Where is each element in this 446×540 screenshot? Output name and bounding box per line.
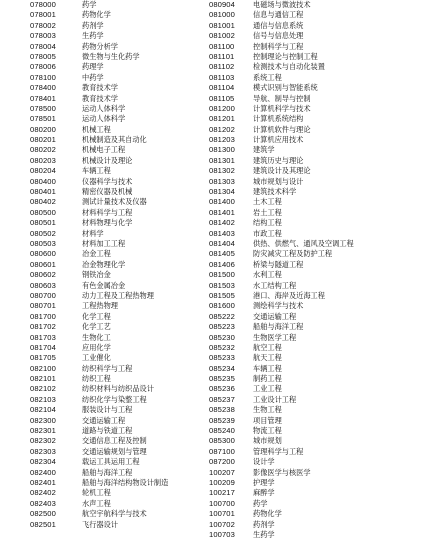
discipline-code: 085223: [209, 322, 235, 332]
discipline-name: 纺织工程: [82, 374, 111, 384]
discipline-name: 供热、供燃气、通风及空调工程: [253, 238, 354, 248]
discipline-name: 交通运输规划与管理: [82, 446, 147, 456]
discipline-code: 082402: [30, 488, 56, 498]
table-row: [209, 405, 429, 415]
discipline-code: 081404: [209, 238, 235, 248]
discipline-code: 080204: [30, 166, 56, 176]
discipline-name: 水声工程: [82, 498, 111, 508]
discipline-code: 080202: [30, 145, 56, 155]
discipline-code: 081201: [209, 114, 235, 124]
discipline-code: 081704: [30, 342, 56, 352]
discipline-code: 082304: [30, 457, 56, 467]
discipline-name: 药物化学: [82, 10, 111, 20]
table-row: [209, 166, 429, 176]
discipline-name: 岩土工程: [253, 207, 282, 217]
discipline-code: 085234: [209, 363, 235, 373]
discipline-name: 药理学: [82, 62, 104, 72]
discipline-name: 船舶与海洋工程: [253, 322, 304, 332]
discipline-name: 水利工程: [253, 270, 282, 280]
discipline-name: 仪器科学与技术: [82, 176, 133, 186]
discipline-code: 081700: [30, 311, 56, 321]
discipline-name: 计算机系统结构: [253, 114, 304, 124]
discipline-code: 080600: [30, 249, 56, 259]
discipline-code: 082101: [30, 374, 56, 384]
table-row: [209, 249, 429, 259]
discipline-name: 交通运输工程: [253, 311, 297, 321]
discipline-code: 081105: [209, 93, 235, 103]
discipline-code: 081405: [209, 249, 235, 259]
discipline-name: 飞行器设计: [82, 519, 118, 529]
discipline-name: 护理学: [253, 477, 275, 487]
table-row: [209, 436, 429, 446]
discipline-code: 100703: [209, 529, 235, 539]
discipline-code: 081102: [209, 62, 235, 72]
table-row: [209, 229, 429, 239]
discipline-name: 麻醉学: [253, 488, 275, 498]
discipline-code: 081200: [209, 103, 235, 113]
table-row: [209, 447, 429, 457]
discipline-code: 080402: [30, 197, 56, 207]
discipline-code: 081302: [209, 166, 235, 176]
discipline-name: 工程热物理: [82, 301, 118, 311]
table-row: [209, 291, 429, 301]
discipline-code: 081505: [209, 290, 235, 300]
discipline-code: 085236: [209, 384, 235, 394]
discipline-name: 管理科学与工程: [253, 446, 304, 456]
discipline-name: 运动人体科学: [82, 114, 126, 124]
table-row: [209, 52, 429, 62]
discipline-name: 药学: [82, 0, 97, 9]
discipline-code: 085233: [209, 353, 235, 363]
discipline-name: 结构工程: [253, 218, 282, 228]
table-row: [209, 478, 429, 488]
discipline-code: 100700: [209, 498, 235, 508]
discipline-name: 信号与信息处理: [253, 31, 304, 41]
discipline-name: 车辆工程: [253, 363, 282, 373]
discipline-name: 项目管理: [253, 415, 282, 425]
discipline-code: 082401: [30, 477, 56, 487]
discipline-code: 078003: [30, 31, 56, 41]
discipline-code: 081600: [209, 301, 235, 311]
discipline-name: 航天工程: [253, 353, 282, 363]
table-row: [209, 270, 429, 280]
discipline-name: 桥梁与隧道工程: [253, 259, 304, 269]
discipline-code: 100207: [209, 467, 235, 477]
discipline-name: 导航、制导与控制: [253, 93, 311, 103]
discipline-name: 运动人体科学: [82, 103, 126, 113]
discipline-name: 道路与铁道工程: [82, 426, 133, 436]
discipline-name: 化学工艺: [82, 322, 111, 332]
discipline-code: 082403: [30, 498, 56, 508]
discipline-code: 081103: [209, 72, 235, 82]
discipline-name: 物流工程: [253, 426, 282, 436]
discipline-name: 应用化学: [82, 342, 111, 352]
table-row: [209, 73, 429, 83]
discipline-code: 082400: [30, 467, 56, 477]
discipline-name: 中药学: [82, 72, 104, 82]
table-row: [209, 426, 429, 436]
discipline-code: 080201: [30, 135, 56, 145]
discipline-name: 建筑设计及其理论: [253, 166, 311, 176]
discipline-name: 建筑学: [253, 145, 275, 155]
discipline-code: 080603: [30, 280, 56, 290]
discipline-name: 钢铁冶金: [82, 270, 111, 280]
table-row: [209, 353, 429, 363]
discipline-code: 080500: [30, 207, 56, 217]
discipline-name: 生药学: [253, 529, 275, 539]
discipline-code: 080601: [30, 259, 56, 269]
discipline-code: 080401: [30, 187, 56, 197]
discipline-code: 080502: [30, 228, 56, 238]
discipline-code: 085238: [209, 405, 235, 415]
discipline-code: 078002: [30, 20, 56, 30]
discipline-name: 生物医学工程: [253, 332, 297, 342]
discipline-code: 085239: [209, 415, 235, 425]
discipline-name: 信息与通信工程: [253, 10, 304, 20]
discipline-code: 081400: [209, 197, 235, 207]
discipline-code: 080503: [30, 238, 56, 248]
discipline-code: 081303: [209, 176, 235, 186]
discipline-code: 085240: [209, 426, 235, 436]
discipline-code: 081406: [209, 259, 235, 269]
discipline-code: 082102: [30, 384, 56, 394]
table-row: [209, 21, 429, 31]
discipline-name: 设计学: [253, 457, 275, 467]
table-row: [209, 333, 429, 343]
table-row: [209, 416, 429, 426]
discipline-name: 教育技术学: [82, 93, 118, 103]
discipline-code: 081401: [209, 207, 235, 217]
table-row: [209, 343, 429, 353]
discipline-code: 085300: [209, 436, 235, 446]
table-row: [209, 197, 429, 207]
discipline-code: 080701: [30, 301, 56, 311]
discipline-code: 081000: [209, 10, 235, 20]
discipline-code: 080400: [30, 176, 56, 186]
table-row: [209, 0, 429, 10]
table-row: [209, 281, 429, 291]
discipline-code: 100701: [209, 509, 235, 519]
discipline-code: 082300: [30, 415, 56, 425]
table-row: [209, 114, 429, 124]
discipline-name: 药学: [253, 498, 268, 508]
discipline-code: 081304: [209, 187, 235, 197]
discipline-name: 城市规划与设计: [253, 176, 304, 186]
discipline-name: 纺织科学与工程: [82, 363, 133, 373]
discipline-name: 化学工程: [82, 311, 111, 321]
table-row: [209, 62, 429, 72]
discipline-code: 078000: [30, 0, 56, 9]
discipline-name: 建筑历史与理论: [253, 155, 304, 165]
table-row: [209, 364, 429, 374]
discipline-code: 081300: [209, 145, 235, 155]
discipline-name: 纺织材料与纺织品设计: [82, 384, 154, 394]
discipline-name: 检测技术与自动化装置: [253, 62, 325, 72]
discipline-name: 机械电子工程: [82, 145, 126, 155]
discipline-code: 087100: [209, 446, 235, 456]
discipline-name: 服装设计与工程: [82, 405, 133, 415]
table-row: [209, 530, 429, 540]
discipline-name: 港口、海岸及近海工程: [253, 290, 325, 300]
discipline-code: 085232: [209, 342, 235, 352]
discipline-code: 081703: [30, 332, 56, 342]
discipline-name: 车辆工程: [82, 166, 111, 176]
discipline-name: 纺织化学与染整工程: [82, 394, 147, 404]
discipline-name: 动力工程及工程热物理: [82, 290, 154, 300]
discipline-code: 078100: [30, 72, 56, 82]
discipline-code: 080203: [30, 155, 56, 165]
discipline-name: 通信与信息系统: [253, 20, 304, 30]
discipline-name: 生物工程: [253, 405, 282, 415]
discipline-code: 085222: [209, 311, 235, 321]
discipline-name: 工业催化: [82, 353, 111, 363]
table-row: [209, 94, 429, 104]
discipline-code: 081705: [30, 353, 56, 363]
discipline-name: 航空工程: [253, 342, 282, 352]
discipline-name: 城市规划: [253, 436, 282, 446]
discipline-name: 生药学: [82, 31, 104, 41]
discipline-name: 控制科学与工程: [253, 41, 304, 51]
discipline-code: 081001: [209, 20, 235, 30]
discipline-name: 控制理论与控制工程: [253, 51, 318, 61]
table-row: [209, 499, 429, 509]
discipline-name: 载运工具运用工程: [82, 457, 140, 467]
discipline-name: 电磁场与微波技术: [253, 0, 311, 9]
discipline-code: 082100: [30, 363, 56, 373]
discipline-name: 药物化学: [253, 509, 282, 519]
discipline-name: 影像医学与核医学: [253, 467, 311, 477]
table-row: [209, 260, 429, 270]
table-row: [209, 218, 429, 228]
discipline-code: 082500: [30, 509, 56, 519]
discipline-code: 082303: [30, 446, 56, 456]
table-row: [209, 468, 429, 478]
discipline-name: 制药工程: [253, 374, 282, 384]
table-row: [209, 520, 429, 530]
discipline-name: 市政工程: [253, 228, 282, 238]
discipline-name: 计算机应用技术: [253, 135, 304, 145]
table-row: [209, 10, 429, 20]
table-row: [209, 457, 429, 467]
discipline-name: 测试计量技术及仪器: [82, 197, 147, 207]
discipline-code: 082103: [30, 394, 56, 404]
table-row: [209, 488, 429, 498]
discipline-name: 交通运输工程: [82, 415, 126, 425]
discipline-code: 080602: [30, 270, 56, 280]
table-row: [209, 42, 429, 52]
table-row: [209, 322, 429, 332]
table-row: [209, 83, 429, 93]
discipline-code: 100217: [209, 488, 235, 498]
discipline-name: 计算机软件与理论: [253, 124, 311, 134]
table-row: [209, 135, 429, 145]
discipline-name: 材料物理与化学: [82, 218, 133, 228]
discipline-code: 085237: [209, 394, 235, 404]
discipline-name: 机械工程: [82, 124, 111, 134]
discipline-name: 工业工程: [253, 384, 282, 394]
discipline-code: 080200: [30, 124, 56, 134]
discipline-code: 081500: [209, 270, 235, 280]
table-row: [209, 125, 429, 135]
discipline-code: 082302: [30, 436, 56, 446]
table-row: [209, 384, 429, 394]
discipline-name: 材料学: [82, 228, 104, 238]
discipline-code: 081301: [209, 155, 235, 165]
discipline-code: 081104: [209, 83, 235, 93]
discipline-code: 081702: [30, 322, 56, 332]
discipline-name: 土木工程: [253, 197, 282, 207]
discipline-code: 078501: [30, 114, 56, 124]
discipline-code: 078001: [30, 10, 56, 20]
discipline-name: 微生物与生化药学: [82, 51, 140, 61]
discipline-code: 085235: [209, 374, 235, 384]
discipline-name: 航空宇航科学与技术: [82, 509, 147, 519]
discipline-name: 精密仪器及机械: [82, 187, 133, 197]
discipline-name: 冶金物理化学: [82, 259, 126, 269]
table-row: [209, 156, 429, 166]
table-row: [209, 312, 429, 322]
discipline-name: 材料加工工程: [82, 238, 126, 248]
discipline-name: 水工结构工程: [253, 280, 297, 290]
table-row: [209, 509, 429, 519]
table-row: [209, 104, 429, 114]
table-row: [209, 301, 429, 311]
table-row: [209, 374, 429, 384]
table-row: [209, 239, 429, 249]
discipline-code: 080501: [30, 218, 56, 228]
discipline-code: 081402: [209, 218, 235, 228]
discipline-code: 078005: [30, 51, 56, 61]
discipline-code: 081002: [209, 31, 235, 41]
discipline-code: 082501: [30, 519, 56, 529]
discipline-name: 船舶与海洋工程: [82, 467, 133, 477]
discipline-name: 计算机科学与技术: [253, 103, 311, 113]
discipline-code: 081203: [209, 135, 235, 145]
discipline-code: 078400: [30, 83, 56, 93]
discipline-name: 防灾减灾工程及防护工程: [253, 249, 333, 259]
discipline-code: 078004: [30, 41, 56, 51]
discipline-name: 教育技术学: [82, 83, 118, 93]
discipline-code: 081403: [209, 228, 235, 238]
discipline-name: 轮机工程: [82, 488, 111, 498]
discipline-name: 冶金工程: [82, 249, 111, 259]
discipline-code: 080904: [209, 0, 235, 9]
discipline-name: 测绘科学与技术: [253, 301, 304, 311]
discipline-code: 100209: [209, 477, 235, 487]
table-row: [209, 31, 429, 41]
table-row: [209, 208, 429, 218]
discipline-code: 082104: [30, 405, 56, 415]
discipline-name: 生物化工: [82, 332, 111, 342]
discipline-name: 模式识别与智能系统: [253, 83, 318, 93]
discipline-name: 船舶与海洋结构物设计制造: [82, 477, 169, 487]
discipline-code: 081202: [209, 124, 235, 134]
discipline-name: 药剂学: [82, 20, 104, 30]
table-row: [209, 395, 429, 405]
discipline-name: 机械设计及理论: [82, 155, 133, 165]
discipline-name: 药剂学: [253, 519, 275, 529]
discipline-code: 081100: [209, 41, 235, 51]
discipline-code: 087200: [209, 457, 235, 467]
discipline-name: 有色金属冶金: [82, 280, 126, 290]
discipline-name: 交通信息工程及控制: [82, 436, 147, 446]
discipline-name: 建筑技术科学: [253, 187, 297, 197]
discipline-code: 081101: [209, 51, 235, 61]
discipline-code: 078500: [30, 103, 56, 113]
table-row: [209, 187, 429, 197]
right-code-table: [209, 0, 429, 540]
discipline-code: 082301: [30, 426, 56, 436]
discipline-name: 药物分析学: [82, 41, 118, 51]
table-row: [209, 177, 429, 187]
discipline-code: 100702: [209, 519, 235, 529]
discipline-code: 078401: [30, 93, 56, 103]
discipline-name: 机械制造及其自动化: [82, 135, 147, 145]
discipline-name: 材料科学与工程: [82, 207, 133, 217]
discipline-code: 081503: [209, 280, 235, 290]
discipline-code: 085230: [209, 332, 235, 342]
discipline-name: 工业设计工程: [253, 394, 297, 404]
discipline-code: 078006: [30, 62, 56, 72]
discipline-code: 080700: [30, 290, 56, 300]
table-row: [209, 145, 429, 155]
discipline-name: 系统工程: [253, 72, 282, 82]
